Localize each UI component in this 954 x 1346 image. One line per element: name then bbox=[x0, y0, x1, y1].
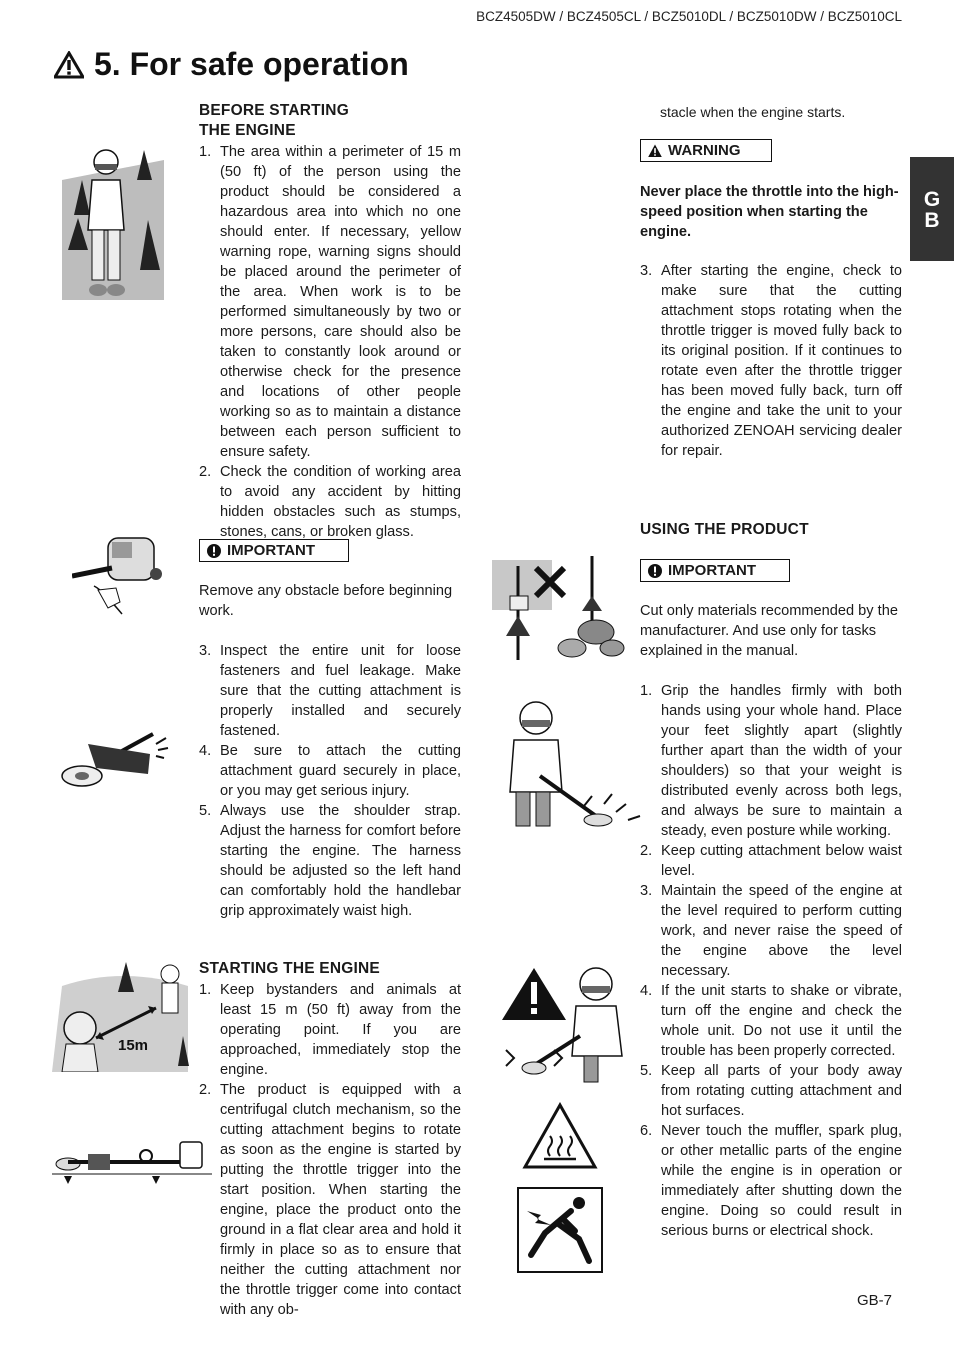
list-item-number: 4. bbox=[199, 743, 212, 759]
list-item bbox=[199, 801, 461, 921]
heading-line: THE ENGINE bbox=[199, 122, 296, 139]
warning-badge bbox=[640, 139, 772, 162]
list-item bbox=[199, 641, 461, 741]
list-item bbox=[640, 881, 902, 981]
list-item-number: 3. bbox=[199, 643, 212, 659]
list-item-number: 5. bbox=[199, 803, 212, 819]
starting-list bbox=[199, 980, 461, 1320]
cutting-guard-illustration bbox=[58, 724, 170, 796]
distance-label: 15m bbox=[118, 1037, 149, 1054]
list-item-number: 2. bbox=[199, 1082, 212, 1098]
list-item bbox=[199, 980, 461, 1080]
list-item bbox=[640, 1061, 902, 1121]
before-starting-list bbox=[199, 142, 461, 542]
list-item-text: If the unit starts to shake or vibrate, turn off the engine and check the whole unit. Do not use it until the trouble has been properly corrected. bbox=[661, 983, 902, 1059]
before-starting-list-continued bbox=[199, 641, 461, 921]
model-line: BCZ4505DW / BCZ4505CL / BCZ5010DL / BCZ5010DW / BCZ5010CL bbox=[476, 9, 902, 24]
list-item-number: 5. bbox=[640, 1063, 653, 1079]
warning-triangle-icon bbox=[54, 51, 84, 79]
list-item bbox=[199, 142, 461, 462]
heading-line: BEFORE STARTING bbox=[199, 102, 349, 119]
warning-label: WARNING bbox=[668, 142, 741, 159]
list-item-text: Maintain the speed of the engine at the level required to perform cutting work, and never raise the speed of the engine above the level necessary. bbox=[661, 883, 902, 979]
list-item-text: The area within a perimeter of 15 m (50 ft) of the person using the product should be considered a hazardous area into which no one should enter. If necessary, yellow warning rope, warning signs should be placed around the perimeter of the area. When work is to be performed simultaneously by two or more persons, care should also be taken to constantly look around or otherwise check for the presence and locations of other people working so as to maintain a distance between each person sufficient to ensure safety. bbox=[220, 144, 461, 460]
after-start-list bbox=[640, 261, 902, 461]
wrong-material-illustration bbox=[492, 556, 628, 660]
list-item-number: 1. bbox=[199, 982, 212, 998]
list-item-text: After starting the engine, check to make sure that the cutting attachment stops rotating when the throttle trigger is moved fully back to its original position. If it continues to rotate even after the throttle trigger has been moved fully back, turn off the engine and take the unit to your authorized ZENOAH servicing dealer for repair. bbox=[661, 263, 902, 459]
exclamation-circle-icon bbox=[648, 564, 662, 578]
page-title bbox=[54, 46, 409, 83]
list-item-text: Never touch the muffler, spark plug, or other metallic parts of the engine while the engine is in operation or immediately after shutting down the engine. Doing so could result in serious burns or electrical shock. bbox=[661, 1123, 902, 1239]
list-item-text: Inspect the entire unit for loose fasteners and fuel leakage. Make sure that the cutting attachment is properly installed and securely fastened. bbox=[220, 643, 461, 739]
warning-triangle-icon bbox=[648, 144, 662, 158]
list-item bbox=[640, 981, 902, 1061]
important-label: IMPORTANT bbox=[668, 562, 757, 579]
bystander-distance-illustration bbox=[52, 956, 190, 1072]
hazard-area-illustration bbox=[62, 140, 164, 300]
vibration-warning-illustration bbox=[496, 960, 632, 1086]
engine-inspection-illustration bbox=[72, 528, 172, 620]
list-item bbox=[199, 741, 461, 801]
language-tab bbox=[910, 157, 954, 261]
list-item bbox=[199, 1080, 461, 1320]
list-item-text: Keep cutting attachment below waist level. bbox=[661, 843, 902, 879]
list-item-text: Keep bystanders and animals at least 15 m (50 ft) away from the operating point. If you are approached, immediately stop the engine. bbox=[220, 982, 461, 1078]
section-heading-before-starting bbox=[199, 101, 349, 141]
operator-grip-illustration bbox=[500, 696, 646, 836]
list-item-number: 3. bbox=[640, 883, 653, 899]
section-heading-starting: STARTING THE ENGINE bbox=[199, 960, 380, 977]
warning-text: Never place the throttle into the high-speed position when starting the engine. bbox=[640, 184, 899, 240]
list-item-text: Check the condition of working area to avoid any accident by hitting hidden obstacles such as stumps, stones, cans, or broken glass. bbox=[220, 464, 461, 540]
hot-surface-icon bbox=[522, 1102, 598, 1170]
list-item-text: Be sure to attach the cutting attachment guard securely in place, or you may get serious injury. bbox=[220, 743, 461, 799]
list-item bbox=[199, 462, 461, 542]
list-item-number: 3. bbox=[640, 263, 653, 279]
page-number: GB-7 bbox=[856, 1292, 892, 1309]
list-item-number: 6. bbox=[640, 1123, 653, 1139]
continuation-text: stacle when the engine starts. bbox=[660, 104, 846, 120]
list-item-number: 2. bbox=[199, 464, 212, 480]
list-item bbox=[640, 681, 902, 841]
important-note: Cut only materials recommended by the manufacturer. And use only for tasks explained in the manual. bbox=[640, 603, 898, 659]
list-item-number: 2. bbox=[640, 843, 653, 859]
list-item bbox=[640, 261, 902, 461]
section-heading-using: USING THE PRODUCT bbox=[640, 521, 809, 538]
list-item-text: Always use the shoulder strap. Adjust the harness for comfort before starting the engine. The harness should be adjusted so the left hand can comfortably hold the handlebar grip approximately waist high. bbox=[220, 803, 461, 919]
page-title-text: 5. For safe operation bbox=[94, 46, 409, 82]
important-badge bbox=[199, 539, 349, 562]
important-note: Remove any obstacle before beginning work. bbox=[199, 583, 453, 619]
electric-shock-icon bbox=[517, 1187, 603, 1273]
important-label: IMPORTANT bbox=[227, 542, 316, 559]
list-item-text: Grip the handles firmly with both hands using your whole hand. Place your feet slightly apart (slightly further apart than the width of your shoulders) so that your weight is distributed evenly across both legs, and always be sure to maintain a steady, even posture while working. bbox=[661, 683, 902, 839]
trimmer-on-ground-illustration bbox=[52, 1136, 212, 1186]
list-item-text: The product is equipped with a centrifugal clutch mechanism, so the cutting attachment begins to rotate as soon as the engine is started by putting the throttle trigger into the start position. When starting the engine, place the product onto the ground in a flat clear area and hold it firmly in place so as to ensure that neither the cutting attachment nor the throttle trigger come into contact with any ob- bbox=[220, 1082, 461, 1318]
important-badge bbox=[640, 559, 790, 582]
list-item-number: 4. bbox=[640, 983, 653, 999]
list-item-number: 1. bbox=[199, 144, 212, 160]
list-item-number: 1. bbox=[640, 683, 653, 699]
exclamation-circle-icon bbox=[207, 544, 221, 558]
using-list bbox=[640, 681, 902, 1241]
list-item bbox=[640, 1121, 902, 1241]
list-item bbox=[640, 841, 902, 881]
lang-tab-letter: B bbox=[924, 209, 940, 232]
list-item-text: Keep all parts of your body away from rotating cutting attachment and hot surfaces. bbox=[661, 1063, 902, 1119]
lang-tab-letter: G bbox=[923, 188, 941, 211]
